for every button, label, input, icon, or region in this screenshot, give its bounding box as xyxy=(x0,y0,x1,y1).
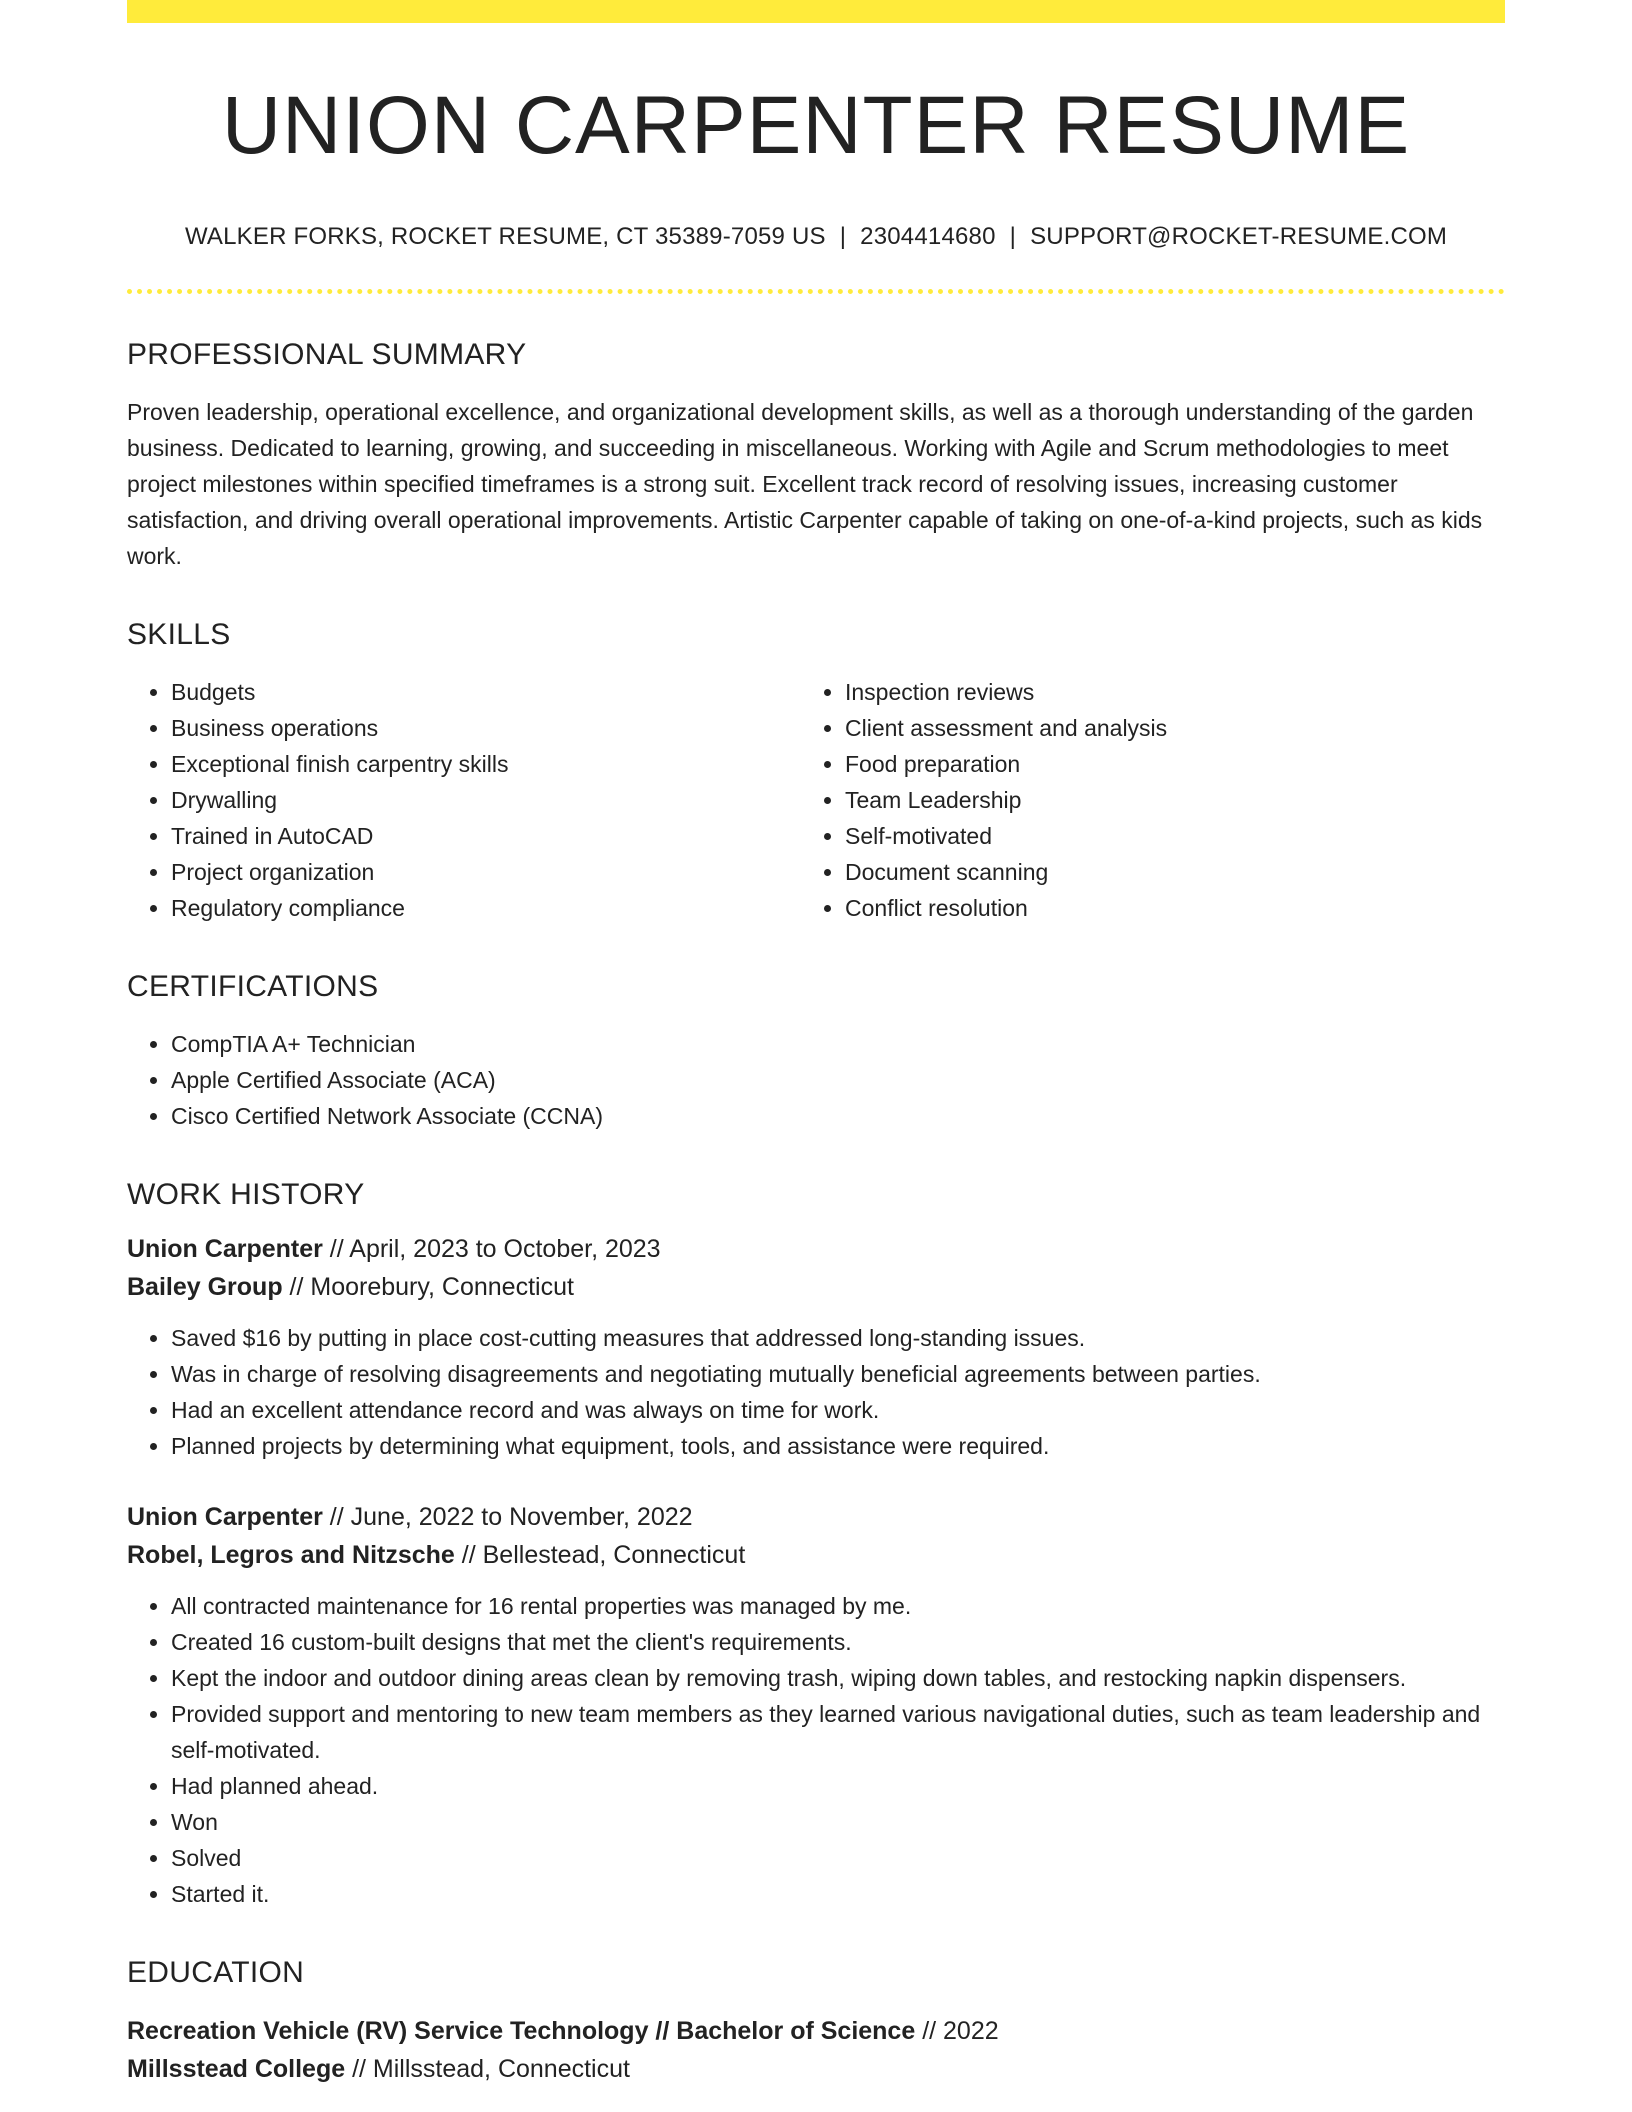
job-bullet: • Kept the indoor and outdoor dining areas clean by removing trash, wiping down tables, and restocking napkin dispensers. xyxy=(171,1660,1505,1696)
resume-title: UNION CARPENTER RESUME xyxy=(221,80,1411,171)
skill-item: • Team Leadership xyxy=(845,782,1475,818)
job-bullet: • Created 16 custom-built designs that met the client's requirements. xyxy=(171,1624,1505,1660)
school-line xyxy=(127,2050,1505,2088)
email: SUPPORT@ROCKET-RESUME.COM xyxy=(1030,223,1448,250)
top-accent-bar xyxy=(127,0,1505,23)
skill-item: • Project organization xyxy=(171,854,801,890)
skills-right-list xyxy=(801,674,1475,926)
job-bullet: • Started it. xyxy=(171,1876,1505,1912)
skill-item: • Client assessment and analysis xyxy=(845,710,1475,746)
skill-item: • Self-motivated xyxy=(845,818,1475,854)
section-heading-certifications: CERTIFICATIONS xyxy=(127,970,379,1003)
job-location: // Moorebury, Connecticut xyxy=(282,1273,574,1301)
job-entry xyxy=(127,1230,1505,1464)
section-heading-skills: SKILLS xyxy=(127,618,231,651)
contact-separator: | xyxy=(1009,223,1017,250)
job-bullet: • Saved $16 by putting in place cost-cutting measures that addressed long-standing issues. xyxy=(171,1320,1505,1356)
education-entry xyxy=(127,2012,1505,2088)
job-bullet: • Had planned ahead. xyxy=(171,1768,1505,1804)
certifications-list xyxy=(127,1026,1505,1134)
school-location: // Millsstead, Connecticut xyxy=(345,2055,630,2083)
skills-columns xyxy=(127,674,1505,926)
skill-item: • Business operations xyxy=(171,710,801,746)
job-bullet: • Provided support and mentoring to new team members as they learned various navigational duties, such as team leadership and self-motivated. xyxy=(171,1696,1505,1768)
skills-left-list xyxy=(127,674,801,926)
job-company-line xyxy=(127,1536,1505,1574)
section-heading-education: EDUCATION xyxy=(127,1956,305,1989)
job-bullet: • Won xyxy=(171,1804,1505,1840)
skill-item: • Inspection reviews xyxy=(845,674,1475,710)
job-title: Union Carpenter xyxy=(127,1235,323,1263)
job-company: Robel, Legros and Nitzsche xyxy=(127,1541,455,1569)
section-heading-work-history: WORK HISTORY xyxy=(127,1178,365,1211)
job-bullet: • Solved xyxy=(171,1840,1505,1876)
section-heading-summary: PROFESSIONAL SUMMARY xyxy=(127,338,527,371)
job-bullet: • Was in charge of resolving disagreements and negotiating mutually beneficial agreements between parties. xyxy=(171,1356,1505,1392)
certification-item: • Apple Certified Associate (ACA) xyxy=(171,1062,1505,1098)
skills-section xyxy=(127,618,1505,926)
phone: 2304414680 xyxy=(860,223,996,250)
job-location: // Bellestead, Connecticut xyxy=(454,1541,746,1569)
summary-text: Proven leadership, operational excellence, and organizational development skills, as well as a thorough understanding of the garden business. Dedicated to learning, growing, and succeeding in miscellaneous. Working with Agile and Scrum methodologies to meet project milestones within specified timeframes is a strong suit. Excellent track record of resolving issues, increasing customer satisfaction, and driving overall operational improvements. Artistic Carpenter capable of taking on one-of-a-kind projects, such as kids work. xyxy=(127,399,1483,569)
job-company: Bailey Group xyxy=(127,1273,283,1301)
certification-item: • CompTIA A+ Technician xyxy=(171,1026,1505,1062)
job-dates: // June, 2022 to November, 2022 xyxy=(322,1503,693,1531)
skill-item: • Trained in AutoCAD xyxy=(171,818,801,854)
dotted-divider xyxy=(127,289,1505,294)
address: WALKER FORKS, ROCKET RESUME, CT 35389-7059 US xyxy=(184,223,826,250)
contact-separator: | xyxy=(839,223,847,250)
job-bullets xyxy=(127,1588,1505,1912)
school: Millsstead College xyxy=(127,2055,346,2083)
job-bullet: • All contracted maintenance for 16 rental properties was managed by me. xyxy=(171,1588,1505,1624)
skill-item: • Document scanning xyxy=(845,854,1475,890)
job-entry xyxy=(127,1498,1505,1912)
skill-item: • Conflict resolution xyxy=(845,890,1475,926)
skill-item: • Regulatory compliance xyxy=(171,890,801,926)
skill-item: • Budgets xyxy=(171,674,801,710)
summary-section xyxy=(127,338,1505,574)
education-section xyxy=(127,1956,1505,2088)
degree: Recreation Vehicle (RV) Service Technology // Bachelor of Science xyxy=(127,2017,916,2045)
job-company-line xyxy=(127,1268,1505,1306)
job-dates: // April, 2023 to October, 2023 xyxy=(322,1235,661,1263)
contact-line xyxy=(127,223,1505,251)
skill-item: • Food preparation xyxy=(845,746,1475,782)
certification-item: • Cisco Certified Network Associate (CCNA) xyxy=(171,1098,1505,1134)
graduation-year: // 2022 xyxy=(915,2017,999,2045)
skill-item: • Exceptional finish carpentry skills xyxy=(171,746,801,782)
degree-line xyxy=(127,2012,1505,2050)
certifications-section xyxy=(127,970,1505,1134)
job-title-line xyxy=(127,1230,1505,1268)
job-bullet: • Had an excellent attendance record and was always on time for work. xyxy=(171,1392,1505,1428)
job-bullets xyxy=(127,1320,1505,1464)
work-history-section xyxy=(127,1178,1505,1912)
job-title-line xyxy=(127,1498,1505,1536)
job-bullet: • Planned projects by determining what equipment, tools, and assistance were required. xyxy=(171,1428,1505,1464)
job-title: Union Carpenter xyxy=(127,1503,323,1531)
skill-item: • Drywalling xyxy=(171,782,801,818)
